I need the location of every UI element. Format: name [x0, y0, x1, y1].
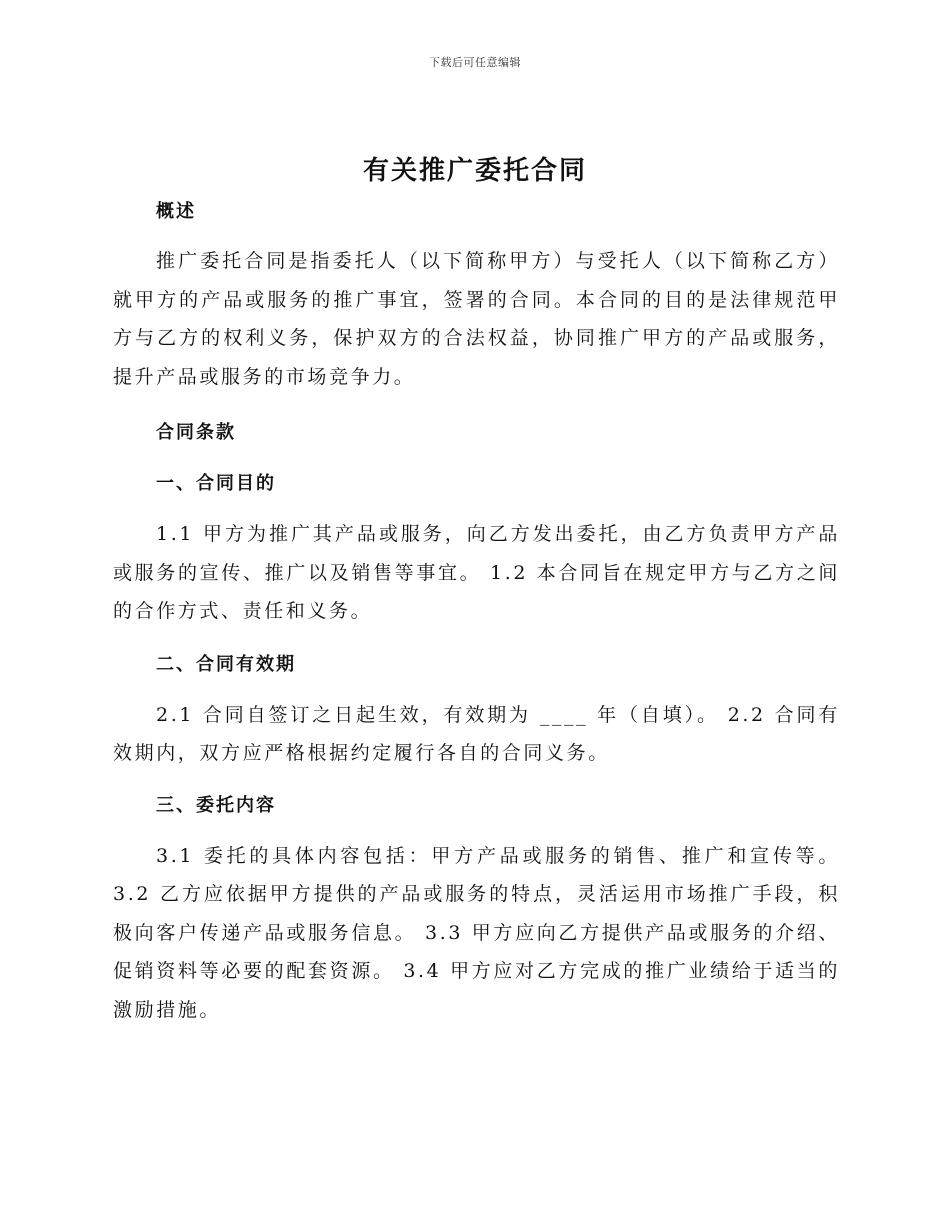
terms-heading: 合同条款	[156, 422, 236, 443]
section-2-heading: 二、合同有效期	[156, 653, 296, 675]
section-1-heading: 一、合同目的	[156, 473, 276, 494]
section-1-paragraph: 1.1 甲方为推广其产品或服务，向乙方发出委托，由乙方负责甲方产品或服务的宣传、推广以及销售等事宜。 1.2 本合同旨在规定甲方与乙方之间的合作方式、责任和义务。	[113, 523, 840, 622]
section-3-paragraph: 3.1 委托的具体内容包括：甲方产品或服务的销售、推广和宣传等。 3.2 乙方应依据甲方提供的产品或服务的特点，灵活运用市场推广手段，积极向客户传递产品或服务信息。 3.3 甲方应向乙方提供产品或服务的介绍、促销资料等必要的配套资源。 3.4 甲方应对乙方完成的推广业绩给于适当的激励措施。	[113, 844, 840, 1021]
document-title: 有关推广委托合同	[362, 156, 587, 186]
document-body	[113, 193, 840, 1029]
overview-heading: 概述	[156, 201, 196, 222]
section-2-paragraph: 2.1 合同自签订之日起生效，有效期为 ____ 年（自填）。 2.2 合同有效期内，双方应严格根据约定履行各自的合同义务。	[113, 703, 840, 764]
section-3-heading: 三、委托内容	[156, 794, 276, 816]
page-header: 下载后可任意编辑	[429, 56, 521, 69]
overview-paragraph: 推广委托合同是指委托人（以下简称甲方）与受托人（以下简称乙方）就甲方的产品或服务的推广事宜，签署的合同。本合同的目的是法律规范甲方与乙方的权利义务，保护双方的合法权益，协同推广甲方的产品或服务，提升产品或服务的市场竞争力。	[113, 250, 840, 388]
